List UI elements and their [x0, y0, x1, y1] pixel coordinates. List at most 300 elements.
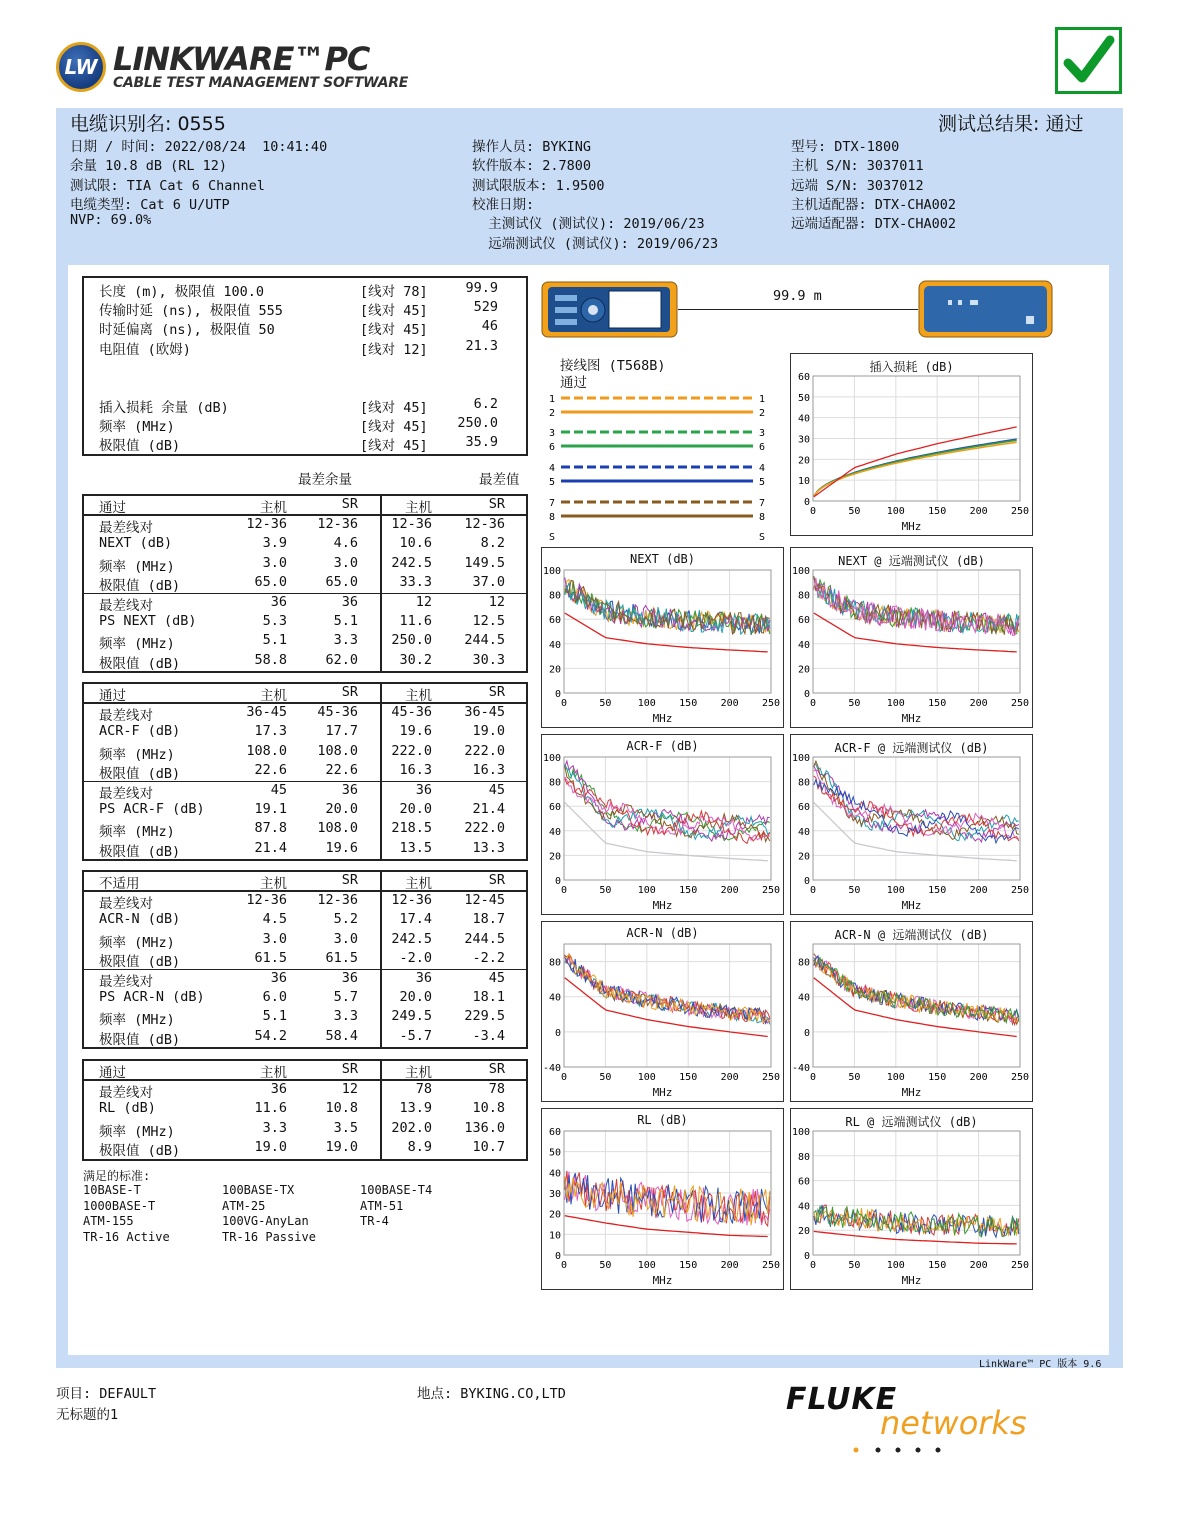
summary-value: 250.0 [457, 415, 498, 431]
y-tick-label: 0 [803, 1027, 810, 1039]
info-right-line: 远端适配器: DTX-CHA002 [791, 216, 957, 233]
table-cell: 19.6 [325, 839, 358, 856]
chart-title: ACR-N @ 远端测试仪 (dB) [834, 928, 989, 942]
table-cell: 108.0 [317, 742, 358, 759]
table-row-label: 最差线对 [99, 896, 153, 912]
table-cell: 19.0 [325, 1139, 358, 1156]
table-cell: 19.1 [254, 801, 287, 817]
table-row-label: 极限值 (dB) [99, 1031, 181, 1048]
chart-svg [542, 735, 785, 916]
info-right-line: 主机 S/N: 3037011 [791, 158, 924, 175]
standard-item: ATM-51 [360, 1198, 404, 1213]
table-col-header: SR [341, 1061, 358, 1077]
table-cell: 36 [415, 781, 432, 798]
chart-panel [541, 547, 784, 728]
chart-series-line [565, 955, 770, 1023]
table-row-label: 频率 (MHz) [99, 746, 175, 763]
table-cell: 242.5 [391, 554, 432, 571]
y-tick-label: 20 [797, 1226, 810, 1238]
info-middle-line: 主测试仪 (测试仪): 2019/06/23 [472, 216, 705, 233]
table-cell: 20.0 [399, 989, 432, 1005]
wiremap-pin-right: 3 [759, 428, 766, 439]
summary-label: 传输时延 (ns), 极限值 555 [99, 303, 283, 319]
x-tick-label: 0 [560, 1072, 568, 1083]
chart-svg [791, 354, 1034, 537]
table-col-header: 主机 [260, 1065, 287, 1081]
summary-label: 时延偏离 (ns), 极限值 50 [99, 322, 275, 338]
chart-xlabel: MHz [652, 899, 673, 912]
x-tick-label: 250 [761, 698, 781, 709]
table-cell: 21.4 [254, 839, 287, 856]
chart-panel [790, 353, 1033, 536]
table-cell: 18.7 [472, 911, 505, 928]
y-tick-label: 40 [797, 413, 810, 425]
x-tick-label: 50 [599, 1260, 612, 1271]
y-tick-label: 60 [548, 615, 561, 627]
chart-series-line [814, 439, 1017, 496]
x-tick-label: 150 [928, 698, 947, 709]
y-tick-label: 40 [548, 639, 561, 651]
x-tick-label: 100 [886, 1260, 905, 1271]
table-cell: 5.1 [262, 632, 287, 649]
table-row-label: 极限值 (dB) [99, 1143, 181, 1160]
table-row-label: RL (dB) [99, 1100, 156, 1117]
table-col-header: 主机 [260, 688, 287, 704]
table-cell: 45-36 [391, 704, 432, 720]
table-cell: 136.0 [464, 1119, 505, 1136]
x-tick-label: 150 [679, 698, 698, 709]
chart-title: ACR-F @ 远端测试仪 (dB) [834, 741, 989, 755]
table-col-header: 主机 [405, 500, 432, 516]
table-cell: 12 [415, 593, 432, 610]
table-cell: 12-36 [317, 892, 358, 908]
info-middle-line: 操作人员: BYKING [472, 139, 592, 155]
x-tick-label: 150 [679, 885, 698, 896]
info-right-line: 主机适配器: DTX-CHA002 [791, 196, 957, 213]
wiremap-pin-left: 2 [549, 408, 556, 419]
table-cell: 3.3 [333, 632, 358, 649]
table-row-label: 最差线对 [99, 708, 153, 724]
table-col-header: SR [488, 496, 505, 512]
y-tick-label: 40 [548, 826, 561, 838]
x-tick-label: 200 [969, 885, 988, 896]
info-middle-line: 软件版本: 2.7800 [472, 158, 592, 175]
x-tick-label: 100 [637, 698, 656, 709]
table-cell: 10.8 [325, 1100, 358, 1117]
x-tick-label: 250 [761, 885, 781, 896]
x-tick-label: 100 [886, 506, 905, 517]
y-tick-label: 20 [797, 664, 810, 676]
x-tick-label: 100 [886, 885, 905, 896]
table-cell: 58.4 [325, 1027, 358, 1044]
summary-value: 6.2 [473, 396, 498, 412]
table-cell: 218.5 [391, 820, 432, 837]
table-cell: -2.0 [399, 950, 432, 967]
table-cell: 33.3 [399, 574, 432, 591]
table-cell: 61.5 [254, 950, 287, 967]
table-cell: 12.5 [472, 613, 505, 629]
table-cell: 13.9 [399, 1100, 432, 1117]
y-tick-label: 60 [548, 802, 561, 814]
table-cell: 17.3 [254, 723, 287, 740]
x-tick-label: 0 [809, 1260, 817, 1271]
summary-pair: [线对 45] [360, 400, 428, 416]
table-row-label: PS ACR-F (dB) [99, 801, 205, 817]
table-status: 通过 [99, 688, 126, 704]
x-tick-label: 50 [599, 1072, 612, 1083]
chart-panel [790, 1108, 1033, 1290]
table-cell: 62.0 [325, 651, 358, 668]
wiremap-pin-right: 5 [759, 477, 766, 488]
plot-frame [813, 757, 1020, 880]
table-cell: 78 [488, 1081, 505, 1097]
fluke-logo-text: FLUKE [786, 1382, 898, 1417]
x-tick-label: 100 [637, 1072, 656, 1083]
standards-title: 满足的标准: [83, 1169, 151, 1183]
x-tick-label: 50 [848, 1072, 861, 1083]
table-cell: 36 [341, 593, 358, 610]
table-row-label: 频率 (MHz) [99, 934, 175, 951]
x-tick-label: 200 [720, 698, 739, 709]
summary-pair: [线对 45] [360, 419, 428, 435]
table-row-label: PS NEXT (dB) [99, 613, 197, 629]
table-cell: 12-36 [317, 516, 358, 532]
y-tick-label: 80 [797, 1151, 810, 1163]
standard-item: 100BASE-T4 [360, 1183, 433, 1197]
chart-series-line [565, 954, 770, 1022]
table-col-header: 主机 [260, 500, 287, 516]
table-row-label: 极限值 (dB) [99, 954, 181, 971]
chart-svg [791, 1109, 1034, 1291]
table-cell: 16.3 [399, 762, 432, 779]
x-tick-label: 50 [599, 885, 612, 896]
info-middle-line: 远端测试仪 (测试仪): 2019/06/23 [472, 235, 719, 252]
summary-value: 35.9 [465, 434, 498, 450]
wiremap-pin-right: S [759, 532, 766, 543]
table-cell: 30.2 [399, 651, 432, 668]
summary-label: 电阻值 (欧姆) [99, 342, 191, 358]
linkware-logo-title: LINKWARE™PC [113, 40, 370, 78]
table-cell: 18.1 [472, 989, 505, 1005]
y-tick-label: -40 [542, 1063, 561, 1074]
table-cell: 16.3 [472, 762, 505, 779]
x-tick-label: 250 [1010, 506, 1030, 517]
table-cell: 202.0 [391, 1119, 432, 1136]
summary-pair: [线对 45] [360, 322, 428, 338]
chart-panel [790, 734, 1033, 915]
chart-title: 插入损耗 (dB) [869, 360, 954, 374]
wiremap-pin-right: 1 [759, 394, 766, 405]
y-tick-label: 0 [554, 1251, 561, 1262]
table-row-label: 最差线对 [99, 520, 153, 536]
table-cell: 5.1 [333, 613, 358, 629]
standard-item: TR-16 Passive [222, 1229, 316, 1244]
y-tick-label: -40 [791, 1063, 810, 1074]
table-cell: 108.0 [317, 820, 358, 837]
y-tick-label: 20 [797, 851, 810, 863]
table-cell: 13.5 [399, 839, 432, 856]
wiremap-pin-left: 6 [549, 442, 556, 453]
wiremap-pin-left: 1 [549, 394, 556, 405]
table-cell: 244.5 [464, 632, 505, 649]
y-tick-label: 50 [797, 392, 810, 404]
linkware-logo-badge: LW [56, 42, 106, 92]
table-row-label: 极限值 (dB) [99, 578, 181, 595]
table-cell: 149.5 [464, 554, 505, 571]
y-tick-label: 60 [797, 1176, 810, 1188]
y-tick-label: 80 [797, 590, 810, 602]
table-cell: 78 [415, 1081, 432, 1097]
table-row-label: 极限值 (dB) [99, 655, 181, 672]
chart-svg [542, 1109, 785, 1291]
table-status: 不适用 [99, 876, 140, 892]
table-cell: 11.6 [399, 613, 432, 629]
table-cell: 36 [415, 969, 432, 986]
y-tick-label: 20 [548, 664, 561, 676]
y-tick-label: 20 [548, 851, 561, 863]
project-label: 项目: DEFAULT [56, 1386, 157, 1402]
chart-series-line [814, 960, 1019, 1025]
info-left-line: 余量 10.8 dB (RL 12) [70, 158, 228, 175]
wiremap-pin-right: 6 [759, 442, 766, 453]
table-cell: 3.5 [333, 1119, 358, 1136]
table-cell: 17.7 [325, 723, 358, 740]
standard-item: TR-4 [360, 1214, 389, 1229]
table-cell: 3.0 [262, 554, 287, 571]
table-cell: 30.3 [472, 651, 505, 668]
x-tick-label: 50 [848, 1260, 861, 1271]
y-tick-label: 30 [797, 434, 810, 446]
x-tick-label: 100 [886, 698, 905, 709]
y-tick-label: 60 [548, 1127, 561, 1138]
y-tick-label: 50 [548, 1147, 561, 1159]
table-cell: 37.0 [472, 574, 505, 591]
wiremap-title: 接线图 (T568B) [560, 358, 666, 374]
info-right-line: 型号: DTX-1800 [791, 139, 900, 155]
pass-check-icon [1055, 27, 1122, 94]
y-tick-label: 80 [548, 777, 561, 789]
table-cell: 21.4 [472, 801, 505, 817]
chart-xlabel: MHz [652, 712, 673, 725]
table-cell: 36 [270, 1081, 287, 1097]
untitled-label: 无标题的1 [56, 1407, 119, 1423]
table-cell: 19.0 [254, 1139, 287, 1156]
wiremap-pin-left: 8 [549, 512, 556, 523]
table-row-label: ACR-F (dB) [99, 723, 181, 740]
chart-panel [790, 547, 1033, 728]
software-version: LinkWare™ PC 版本 9.6 [979, 1359, 1102, 1370]
chart-panel [541, 921, 784, 1102]
table-cell: 87.8 [254, 820, 287, 837]
table-cell: 5.2 [333, 911, 358, 928]
x-tick-label: 0 [809, 885, 817, 896]
table-cell: 3.3 [333, 1008, 358, 1025]
table-cell: 10.7 [472, 1139, 505, 1156]
summary-value: 46 [481, 318, 498, 334]
networks-logo-text: networks [880, 1404, 1027, 1442]
table-cell: 250.0 [391, 632, 432, 649]
table-cell: -3.4 [472, 1027, 505, 1044]
y-tick-label: 40 [797, 826, 810, 838]
cable-length-label: 99.9 m [773, 288, 822, 304]
cable-id: 电缆识别名: 0555 [70, 113, 226, 135]
table-status: 通过 [99, 500, 126, 516]
chart-title: ACR-F (dB) [626, 739, 699, 753]
standard-item: TR-16 Active [83, 1229, 170, 1244]
table-cell: 36-45 [464, 704, 505, 720]
table-cell: 65.0 [254, 574, 287, 591]
x-tick-label: 200 [720, 885, 739, 896]
table-row-label: 最差线对 [99, 973, 153, 990]
standard-item: ATM-155 [83, 1214, 134, 1229]
x-tick-label: 200 [969, 1260, 988, 1271]
table-cell: 3.0 [333, 554, 358, 571]
chart-panel [541, 1108, 784, 1290]
table-cell: 12-36 [246, 516, 287, 532]
table-cell: 8.2 [480, 535, 505, 552]
chart-title: ACR-N (dB) [626, 926, 699, 940]
table-cell: 58.8 [254, 651, 287, 668]
chart-svg [542, 922, 785, 1103]
y-tick-label: 60 [797, 372, 810, 383]
chart-svg [791, 735, 1034, 916]
summary-value: 529 [473, 299, 498, 315]
worst-value-header: 最差值 [479, 472, 520, 488]
table-cell: 20.0 [399, 801, 432, 817]
table-row-label: 频率 (MHz) [99, 1123, 175, 1140]
wiremap-svg [545, 390, 785, 550]
wiremap-pin-right: 8 [759, 512, 766, 523]
summary-label: 频率 (MHz) [99, 419, 175, 435]
y-tick-label: 0 [554, 689, 561, 700]
wiremap-pin-left: 4 [549, 463, 556, 474]
x-tick-label: 100 [637, 1260, 656, 1271]
y-tick-label: 40 [797, 639, 810, 651]
wiremap-pin-right: 7 [759, 498, 766, 509]
x-tick-label: 0 [809, 1072, 817, 1083]
chart-svg [791, 922, 1034, 1103]
x-tick-label: 150 [928, 885, 947, 896]
table-row-label: 频率 (MHz) [99, 636, 175, 653]
standard-item: 100BASE-TX [222, 1183, 295, 1197]
x-tick-label: 50 [599, 698, 612, 709]
wiremap-pin-left: 5 [549, 477, 556, 488]
chart-title: RL @ 远端测试仪 (dB) [845, 1115, 978, 1129]
table-cell: -2.2 [472, 950, 505, 967]
x-tick-label: 50 [848, 698, 861, 709]
chart-xlabel: MHz [901, 520, 922, 533]
table-cell: 4.6 [333, 535, 358, 552]
wiremap-status: 通过 [560, 375, 587, 391]
table-col-header: SR [341, 496, 358, 512]
wiremap-pin-right: 2 [759, 408, 766, 419]
table-row-label: 最差线对 [99, 597, 153, 614]
table-cell: 45 [488, 781, 505, 798]
table-cell: 45 [270, 781, 287, 798]
table-cell: 12-45 [464, 892, 505, 908]
chart-panel [790, 921, 1033, 1102]
y-tick-label: 100 [542, 566, 561, 577]
x-tick-label: 250 [1010, 1072, 1030, 1083]
x-tick-label: 250 [1010, 885, 1030, 896]
x-tick-label: 250 [1010, 1260, 1030, 1271]
info-left-line: 测试限: TIA Cat 6 Channel [70, 177, 265, 194]
cable-line [678, 309, 918, 310]
y-tick-label: 0 [803, 497, 810, 508]
table-row-label: ACR-N (dB) [99, 911, 181, 928]
table-cell: 6.0 [262, 989, 287, 1005]
y-tick-label: 0 [803, 1251, 810, 1262]
x-tick-label: 200 [720, 1260, 739, 1271]
table-row-label: 最差线对 [99, 785, 153, 802]
y-tick-label: 0 [803, 689, 810, 700]
wiremap-pin-left: S [549, 532, 556, 543]
table-cell: 45-36 [317, 704, 358, 720]
table-cell: 45 [488, 969, 505, 986]
table-cell: 22.6 [254, 762, 287, 779]
x-tick-label: 100 [637, 885, 656, 896]
y-tick-label: 80 [548, 590, 561, 602]
table-cell: 11.6 [254, 1100, 287, 1117]
table-cell: 12 [341, 1081, 358, 1097]
wiremap-pin-left: 3 [549, 428, 556, 439]
wiremap-pin-left: 7 [549, 498, 556, 509]
y-tick-label: 80 [797, 777, 810, 789]
table-cell: 4.5 [262, 911, 287, 928]
table-cell: 20.0 [325, 801, 358, 817]
table-cell: 222.0 [464, 820, 505, 837]
table-cell: 3.9 [262, 535, 287, 552]
summary-pair: [线对 12] [360, 342, 428, 358]
table-status: 通过 [99, 1065, 126, 1081]
table-cell: 36 [341, 781, 358, 798]
plot-frame [813, 1131, 1020, 1255]
x-tick-label: 250 [761, 1072, 781, 1083]
summary-label: 长度 (m), 极限值 100.0 [99, 284, 265, 300]
y-tick-label: 40 [548, 1168, 561, 1180]
x-tick-label: 50 [848, 506, 861, 517]
y-tick-label: 80 [797, 957, 810, 969]
main-tester-image [541, 281, 678, 338]
y-tick-label: 10 [797, 476, 810, 488]
chart-xlabel: MHz [652, 1274, 673, 1287]
x-tick-label: 150 [928, 1072, 947, 1083]
table-cell: 36 [341, 969, 358, 986]
table-cell: 108.0 [246, 742, 287, 759]
table-cell: 249.5 [391, 1008, 432, 1025]
summary-value: 21.3 [465, 338, 498, 354]
table-cell: -5.7 [399, 1027, 432, 1044]
y-tick-label: 100 [791, 753, 810, 764]
info-left-line: 电缆类型: Cat 6 U/UTP [70, 196, 230, 213]
overall-result: 测试总结果: 通过 [938, 113, 1084, 135]
summary-label: 极限值 (dB) [99, 438, 181, 454]
standard-item: 100VG-AnyLan [222, 1214, 309, 1229]
table-cell: 3.0 [262, 930, 287, 947]
table-col-header: 主机 [405, 876, 432, 892]
summary-pair: [线对 45] [360, 303, 428, 319]
x-tick-label: 0 [560, 698, 568, 709]
x-tick-label: 250 [761, 1260, 781, 1271]
table-cell: 17.4 [399, 911, 432, 928]
table-cell: 19.6 [399, 723, 432, 740]
wiremap-pin-right: 4 [759, 463, 766, 474]
summary-value: 99.9 [465, 280, 498, 296]
x-tick-label: 200 [969, 506, 988, 517]
table-col-header: SR [488, 1061, 505, 1077]
standard-item: 1000BASE-T [83, 1198, 156, 1213]
table-cell: 10.8 [472, 1100, 505, 1117]
